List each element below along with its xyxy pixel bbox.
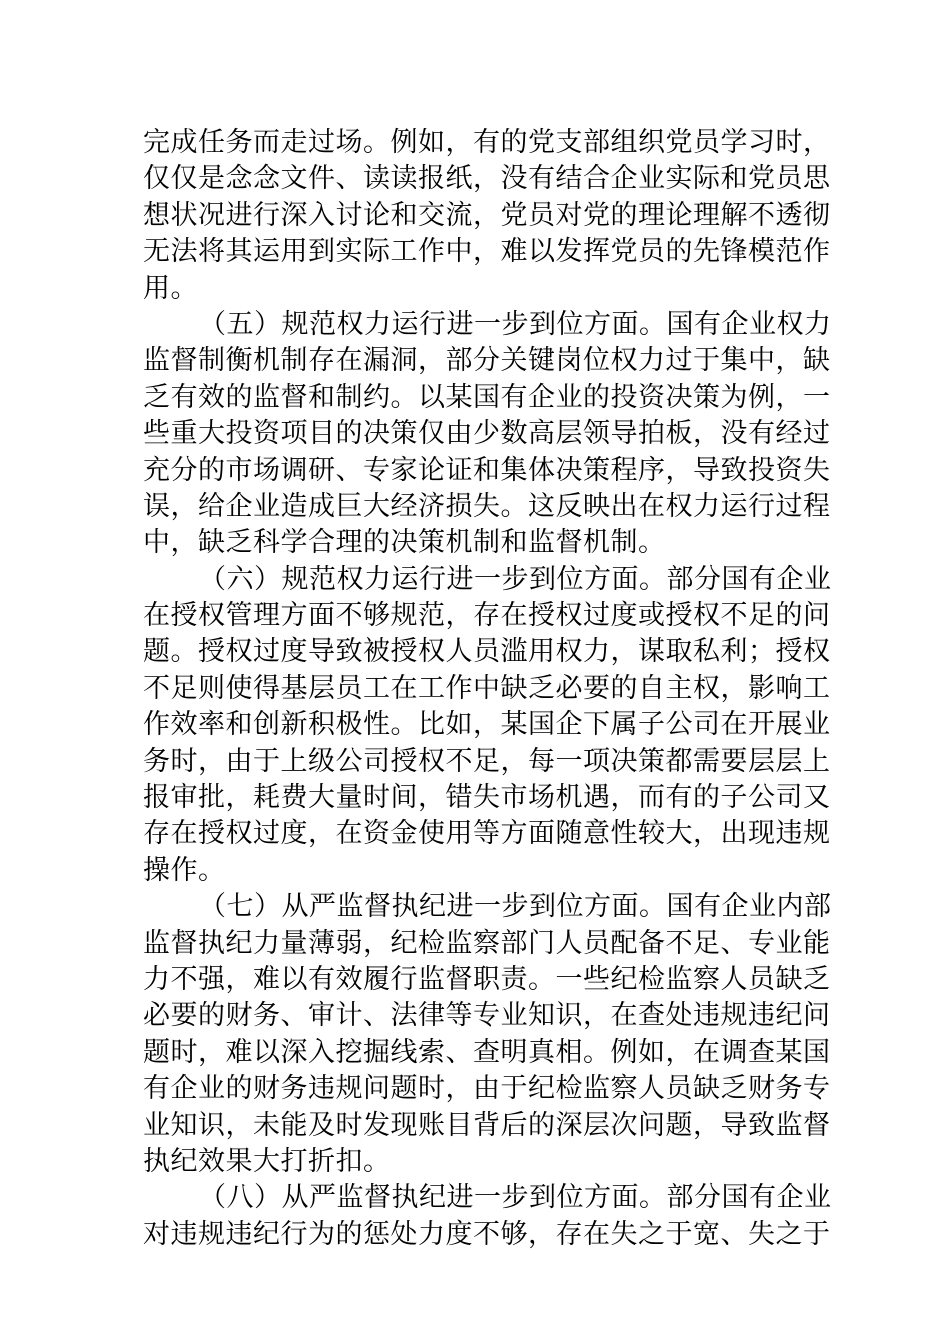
text-line: 题。授权过度导致被授权人员滥用权力，谋取私利；授权 [143, 636, 831, 668]
text-line: 作效率和创新积极性。比如，某国企下属子公司在开展业 [143, 709, 831, 741]
text-line: 存在授权过度，在资金使用等方面随意性较大，出现违规 [143, 818, 831, 850]
text-line: 监督执纪力量薄弱，纪检监察部门人员配备不足、专业能 [143, 927, 831, 959]
text-line: 执纪效果大打折扣。 [143, 1145, 391, 1177]
text-line: 监督制衡机制存在漏洞，部分关键岗位权力过于集中，缺 [143, 345, 831, 377]
text-line: 完成任务而走过场。例如，有的党支部组织党员学习时， [143, 127, 831, 158]
text-line: 充分的市场调研、专家论证和集体决策程序，导致投资失 [143, 454, 831, 486]
text-line: 题时，难以深入挖掘线索、查明真相。例如，在调查某国 [143, 1036, 831, 1068]
text-line: 中，缺乏科学合理的决策机制和监督机制。 [143, 527, 666, 559]
text-line: 在授权管理方面不够规范，存在授权过度或授权不足的问 [143, 600, 831, 632]
text-line: 必要的财务、审计、法律等专业知识，在查处违规违纪问 [143, 1000, 831, 1032]
text-line: 仅仅是念念文件、读读报纸，没有结合企业实际和党员思 [143, 163, 831, 195]
text-line: 操作。 [143, 854, 226, 886]
text-line: 对违规违纪行为的惩处力度不够，存在失之于宽、失之于 [143, 1218, 831, 1250]
text-line: （六）规范权力运行进一步到位方面。部分国有企业 [199, 563, 832, 595]
text-line: 力不强，难以有效履行监督职责。一些纪检监察人员缺乏 [143, 963, 831, 995]
text-line: 用。 [143, 272, 198, 304]
text-line: 乏有效的监督和制约。以某国有企业的投资决策为例，一 [143, 381, 831, 413]
text-line: 不足则使得基层员工在工作中缺乏必要的自主权，影响工 [143, 672, 831, 704]
text-line: 有企业的财务违规问题时，由于纪检监察人员缺乏财务专 [143, 1073, 831, 1105]
paragraph-2 [143, 307, 832, 562]
paragraph-3 [143, 562, 832, 890]
paragraph-5 [143, 1180, 832, 1253]
paragraph-4 [143, 889, 832, 1180]
text-line: （七）从严监督执纪进一步到位方面。国有企业内部 [199, 891, 832, 923]
text-line: （五）规范权力运行进一步到位方面。国有企业权力 [199, 308, 832, 340]
text-line: 误，给企业造成巨大经济损失。这反映出在权力运行过程 [143, 490, 831, 522]
text-line: 务时，由于上级公司授权不足，每一项决策都需要层层上 [143, 745, 831, 777]
paragraph-1 [143, 125, 831, 307]
text-line: 业知识，未能及时发现账目背后的深层次问题，导致监督 [143, 1109, 831, 1141]
text-line: 想状况进行深入讨论和交流，党员对党的理论理解不透彻 [143, 199, 831, 231]
text-line: 无法将其运用到实际工作中，难以发挥党员的先锋模范作 [143, 236, 831, 268]
text-line: 些重大投资项目的决策仅由少数高层领导拍板，没有经过 [143, 418, 831, 450]
text-line: 报审批，耗费大量时间，错失市场机遇，而有的子公司又 [143, 782, 831, 814]
text-line: （八）从严监督执纪进一步到位方面。部分国有企业 [199, 1182, 832, 1214]
document-body [143, 125, 832, 1253]
